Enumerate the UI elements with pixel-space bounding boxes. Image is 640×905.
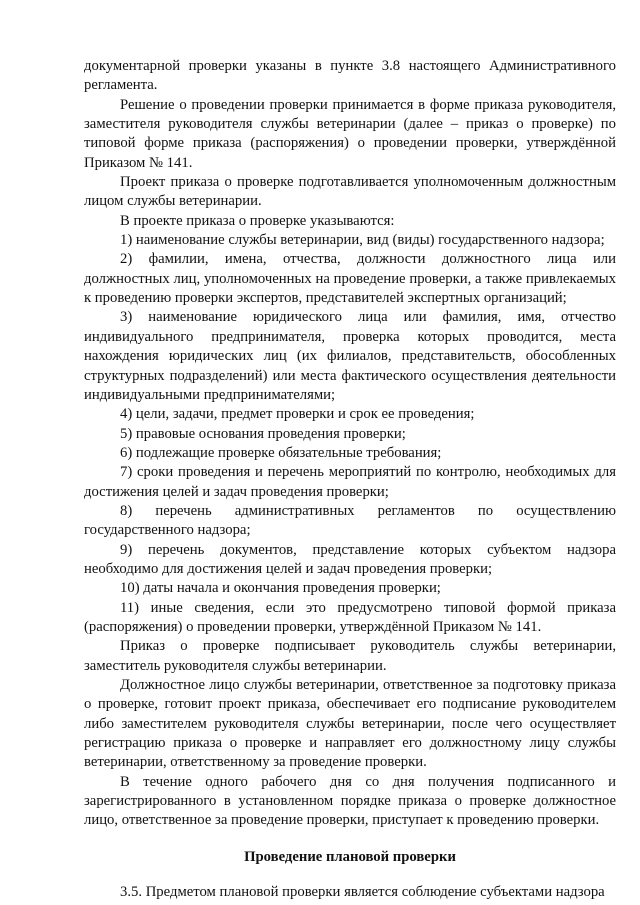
paragraph-responsible-official: Должностное лицо службы ветеринарии, ответственное за подготовку приказа о проверке, готовит проект приказа, обеспечивает его подписание руководителем либо заместителем руководителя службы ветеринарии, после чего осуществляет регистрацию приказа о проверке и направляет его должностному лицу службы ветеринарии, ответственному за проведение проверки. — [84, 677, 616, 771]
list-item-3: 3) наименование юридического лица или фамилия, имя, отчество индивидуального предпринимателя, проверка которых проводится, места нахождения юридических лиц (их филиалов, представительств, обособленных структурных подразделений) или места фактического осуществления деятельности индивидуальными предпринимателями; — [84, 309, 616, 403]
paragraph-draft-order: Проект приказа о проверке подготавливается уполномоченным должностным лицом службы ветеринарии. — [84, 174, 616, 210]
list-item-5: 5) правовые основания проведения проверки; — [120, 425, 406, 442]
list-item-7: 7) сроки проведения и перечень мероприятий по контролю, необходимых для достижения целей и задач проведения проверки; — [84, 464, 616, 500]
list-item-8: 8) перечень административных регламентов по осуществлению государственного надзора; — [84, 502, 616, 539]
section-heading: Проведение плановой проверки — [244, 848, 456, 865]
paragraph-3-5: 3.5. Предметом плановой проверки является соблюдение субъектами надзора — [120, 884, 605, 901]
list-item-6: 6) подлежащие проверке обязательные требования; — [120, 444, 442, 461]
paragraph-signing: Приказ о проверке подписывает руководитель службы ветеринарии, заместитель руководителя службы ветеринарии. — [84, 638, 616, 674]
paragraph-start-inspection: В течение одного рабочего дня со дня получения подписанного и зарегистрированного в установленном порядке приказа о проверке должностное лицо, ответственное за проведение проверки, приступает к проведению проверки. — [84, 773, 616, 829]
list-item-10: 10) даты начала и окончания проведения проверки; — [120, 580, 441, 597]
list-item-11: 11) иные сведения, если это предусмотрено типовой формой приказа (распоряжения) о проведении проверки, утверждённой Приказом № 141. — [84, 599, 616, 635]
paragraph-continuation: документарной проверки указаны в пункте 3.8 настоящего Административного регламента. — [84, 58, 616, 94]
list-item-9: 9) перечень документов, представление которых субъектом надзора необходимо для достижения целей и задач проведения проверки; — [84, 541, 616, 577]
paragraph-list-intro: В проекте приказа о проверке указываются: — [120, 212, 395, 229]
paragraph-decision: Решение о проведении проверки принимается в форме приказа руководителя, заместителя руководителя службы ветеринарии (далее – приказ о проверке) по типовой форме приказа (распоряжения) о проведении проверки, утверждённой Приказом № 141. — [84, 96, 616, 171]
list-item-2: 2) фамилии, имена, отчества, должности должностного лица или должностных лиц, уполномоченных на проведение проверки, а также привлекаемых к проведению проверки экспертов, представителей экспертных организаций; — [84, 251, 616, 307]
list-item-1: 1) наименование службы ветеринарии, вид (виды) государственного надзора; — [120, 232, 605, 249]
list-item-4: 4) цели, задачи, предмет проверки и срок ее проведения; — [120, 406, 475, 423]
